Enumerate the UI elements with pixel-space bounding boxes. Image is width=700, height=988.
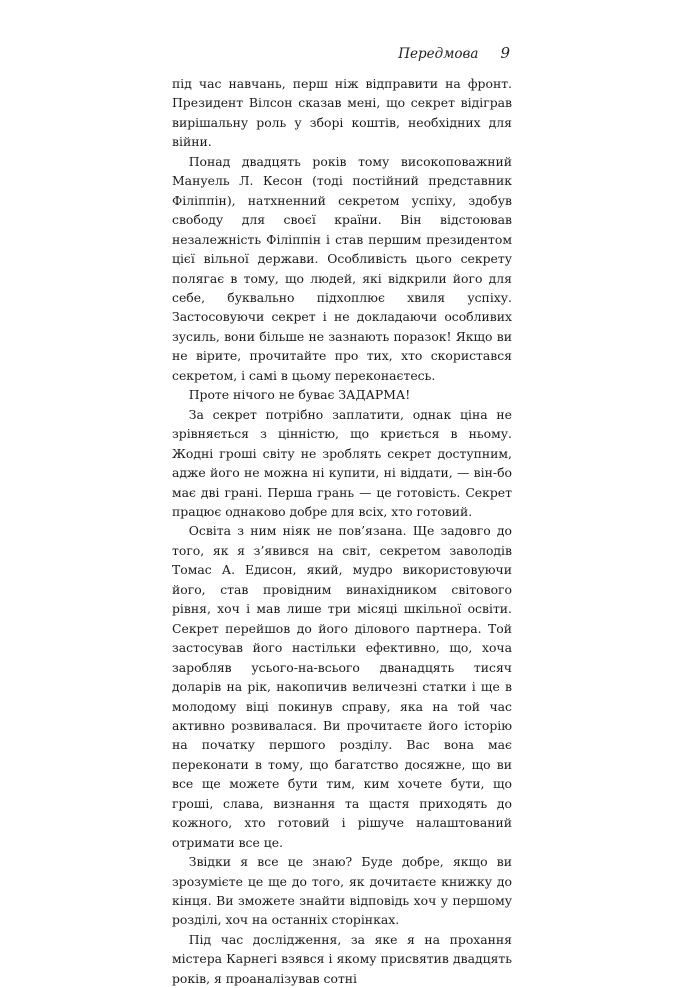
paragraph-2: Понад двадцять років тому високоповажний Мануель Л. Кесон (тоді постійний представник Філіппін), натхненний секретом успіху, здобув свободу для своєї країни. Він відстоював незалежність Філіппін і став першим президентом цієї вільної держави. Особливість цього секрету полягає в тому, що людей, які відкрили його для себе, буквально підхоплює хвиля успіху. Застосовуючи секрет і не докладаючи особливих зусиль, вони більше не зазнають поразок! Якщо ви не вірите, прочитайте про тих, хто скористався секретом, і самі в цьому переконаєтесь. — [172, 153, 512, 383]
page-number: 9 — [500, 44, 510, 62]
paragraph-6: Звідки я все це знаю? Буде добре, якщо ви зрозумієте це ще до того, як дочитаєте книжку до кінця. Ви зможете знайти відповідь хоч у першому розділі, хоч на останніх сторінках. — [172, 854, 512, 928]
paragraph-1: під час навчань, перш ніж відправити на фронт. Президент Вілсон сказав мені, що секрет відіграв вирішальну роль у зборі коштів, необхідних для війни. — [172, 76, 512, 150]
section-title: Передмова — [398, 46, 479, 62]
running-head — [398, 44, 510, 62]
paragraph-3: Проте нічого не буває ЗАДАРМА! — [188, 387, 411, 403]
body-text — [172, 74, 512, 988]
paragraph-5: Освіта з ним ніяк не пов’язана. Ще задовго до того, як я з’явився на світ, секретом заволодів Томас А. Едисон, який, мудро використовуючи його, став провідним винахідником світового рівня, хоч і мав лише три місяці шкільної освіти. Секрет перейшов до його ділового партнера. Той застосував його настільки ефективно, що, хоча заробляв усього-на-всього дванадцять тисяч доларів на рік, накопичив величезні статки і ще в молодому віці покинув справу, яка на той час активно розвивалася. Ви прочитаєте його історію на початку першого розділу. Вас вона має переконати в тому, що багатство досяжне, що ви все ще можете бути тим, ким хочете бути, що гроші, слава, визнання та щастя приходять до кожного, хто готовий і рішуче налаштований отримати все це. — [172, 523, 512, 850]
paragraph-7: Під час дослідження, за яке я на прохання містера Карнегі взявся і якому присвятив двадцять років, я проаналізував сотні — [172, 931, 512, 986]
paragraph-4: За секрет потрібно заплатити, однак ціна не зрівняється з цінністю, що криється в ньому. Жодні гроші світу не зроблять секрет доступним, адже його не можна ні купити, ні віддати, — він-бо має дві грані. Перша грань — це готовість. Секрет працює однаково добре для всіх, хто готовий. — [172, 406, 512, 519]
